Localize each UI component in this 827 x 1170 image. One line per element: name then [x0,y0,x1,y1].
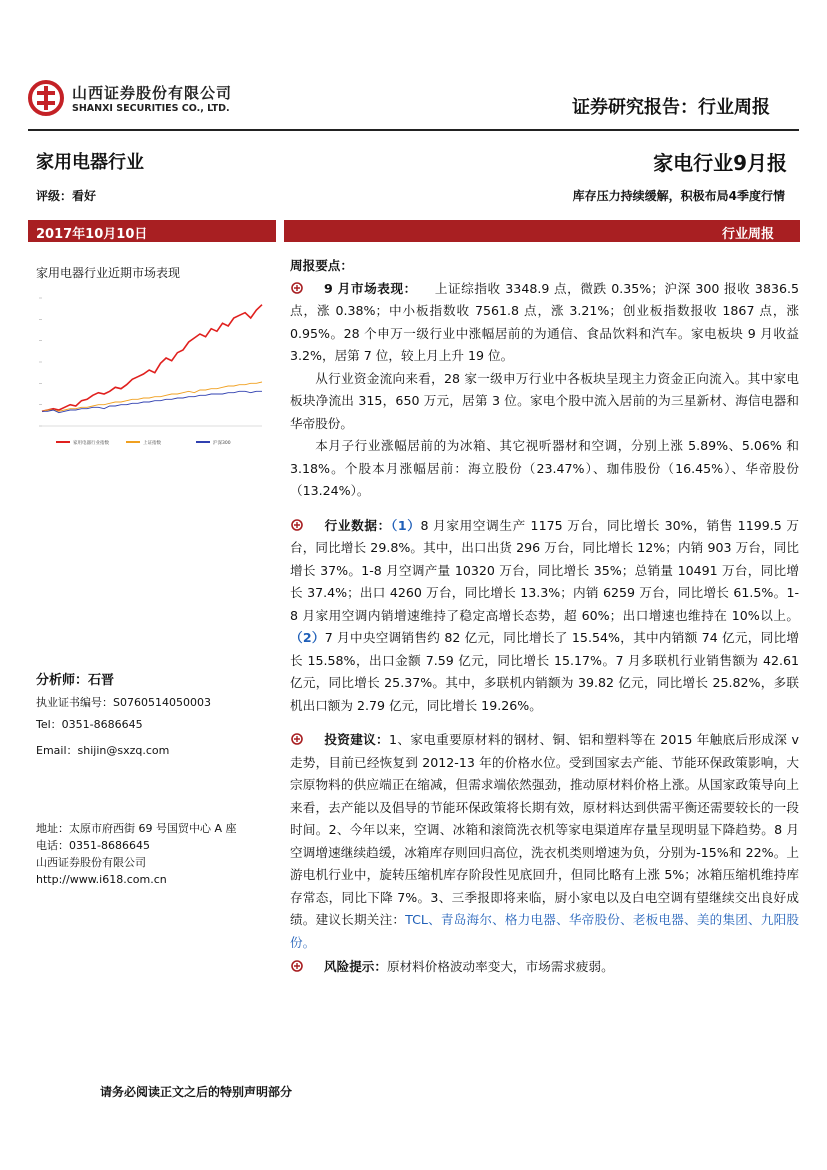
chart-legend-label-1: 家用电器行业指数 [73,441,109,446]
market-text: 上证综指收 3348.9 点，微跌 0.35%；沪深 300 报收 3836.5 点，涨 0.38%；中小板指数收 7561.8 点，涨 3.21%；创业板指数报收 1867 点，涨 0.95%。28 个申万一级行业中涨幅居前的为通信、食品饮料和汽车。家电板块 9 月收益 3.2%，居第 7 位，较上月上升 19 位。 [290,280,799,363]
contact-phone: 电话：0351-8686645 [36,839,150,852]
risk-label: 风险提示： [324,959,387,974]
company-name-en: SHANXI SECURITIES CO., LTD. [72,103,230,114]
data-number-1: （1） [390,517,421,533]
data-text-2: 7 月中央空调销售约 82 亿元，同比增长了 15.54%，其中内销额 74 亿元，同比增长 15.58%，出口金额 7.59 亿元，同比增长 15.17%。7 月多联机行业销售额为 42.61 亿元，同比增长 25.37%。其中，多联机内销额为 39.82 亿元，同比增长 25.82%，多联机出口额为 2.79 亿元，同比增长 19.26%。 [290,630,799,713]
summary-heading: 周报要点： [290,258,353,273]
bullet-icon [290,959,304,973]
report-subtitle: 库存压力持续缓解，积极布局4季度行情 [572,189,785,203]
chart-legend-label-3: 沪深300 [213,441,231,446]
chart-series-line-1 [42,305,262,412]
bullet-icon [290,732,304,746]
analyst-block [36,670,276,762]
analyst-name: 石晋 [88,673,115,688]
chart-series-line-2 [42,382,262,411]
bullet-icon [290,281,304,295]
industry-name: 家用电器行业 [36,152,144,173]
data-number-2: （2） [290,630,325,645]
report-tag: 行业周报 [721,227,774,242]
report-title: 家电行业9月报 [653,151,787,175]
subindustry-text: 本月子行业涨幅居前的为冰箱、其它视听器材和空调，分别上涨 5.89%、5.06% 和 3.18%。个股本月涨幅居前：海立股份（23.47%）、珈伟股份（16.45%）、华帝股份（13.24%）。 [290,438,799,498]
invest-text: 1、家电重要原材料的钢材、铜、铝和塑料等在 2015 年触底后形成深 v 走势，目前已经恢复到 2012-13 年的价格水位。受到国家去产能、节能环保政策影响，大宗原物料的供应端正在缩减，但需求端依然强劲，推动原材料价格上涨。从国家政策导向上来看，去产能以及倡导的节能环保政策将长期有效，原材料达到供需平衡还需要较长的一段时间。2、今年以来，空调、冰箱和滚筒洗衣机等家电渠道库存量呈现明显下降趋势。8 月空调增速继续趋缓，冰箱库存则回归高位，洗衣机类则增速为负，分别为-15%和 22%。上游电机行业中，旋转压缩机库存阶段性见底回升，但同比略有上涨 5%；冰箱压缩机维持库存常态，同比下降 7%。3、三季报即将来临，厨小家电以及白电空调有望继续交出良好成绩。建议长期关注： [290,732,800,927]
invest-stocks: TCL、青岛海尔、格力电器、华帝股份、老板电器、美的集团、九阳股份。 [290,912,800,950]
chart-series-line-3 [42,391,262,412]
analyst-email: Email：shijin@sxzq.com [36,744,170,757]
data-section [290,515,799,718]
rating: 评级：看好 [36,189,97,203]
performance-chart [36,292,268,452]
date-bar [28,220,276,242]
report-date: 2017年10月10日 [36,227,148,242]
data-label: 行业数据： [324,517,391,533]
contact-address: 地址：太原市府西街 69 号国贸中心 A 座 [36,822,237,835]
analyst-tel: Tel：0351-8686645 [36,718,143,731]
data-text-1: 8 月家用空调生产 1175 万台，同比增长 30%，销售 1199.5 万台，同比增长 29.8%。其中，出口出货 296 万台，同比增长 12%；内销 903 万台，同比增长 37%。1-8 月空调产量 10320 万台，同比增长 35%；总销量 10491 万台，同比增长 37.4%；出口 4260 万台，同比增长 13.3%；内销 6259 万台，同比增长 61.5%。1-8 月家用空调内销增速维持了稳定高增长态势，超 60%；出口增速也维持在 10%以上。 [290,517,799,623]
chart-legend-label-2: 上证指数 [143,441,161,446]
company-logo-icon [28,80,64,116]
invest-label: 投资建议： [324,732,389,747]
chart-axis-ticks [39,298,262,426]
report-type: 证券研究报告：行业周报 [572,97,770,118]
invest-section [290,729,799,954]
bullet-icon [290,518,304,532]
chart-title: 家用电器行业近期市场表现 [36,266,181,280]
fund-flow-text: 从行业资金流向来看，28 家一级申万行业中各板块呈现主力资金正向流入。其中家电板块净流出 315，650 万元，居第 3 位。家电个股中流入居前的为三星新材、海信电器和华帝股份。 [290,370,799,431]
summary-column [290,255,799,979]
contact-company: 山西证券股份有限公司 [36,856,146,869]
risk-text: 原材料价格波动率变大，市场需求疲弱。 [386,959,614,974]
company-name-cn: 山西证券股份有限公司 [72,84,233,102]
footer-note: 请务必阅读正文之后的特别声明部分 [100,1085,293,1099]
analyst-label: 分析师： [36,673,89,688]
market-section [290,278,799,368]
header-rule [28,129,799,131]
market-label: 9 月市场表现： [324,280,417,296]
contact-web[interactable]: http://www.i618.com.cn [36,873,167,886]
contact-block [36,820,276,888]
risk-section [290,956,799,979]
tag-bar [284,220,800,242]
company-logo [28,80,64,116]
analyst-cert: 执业证书编号：S0760514050003 [36,696,211,709]
